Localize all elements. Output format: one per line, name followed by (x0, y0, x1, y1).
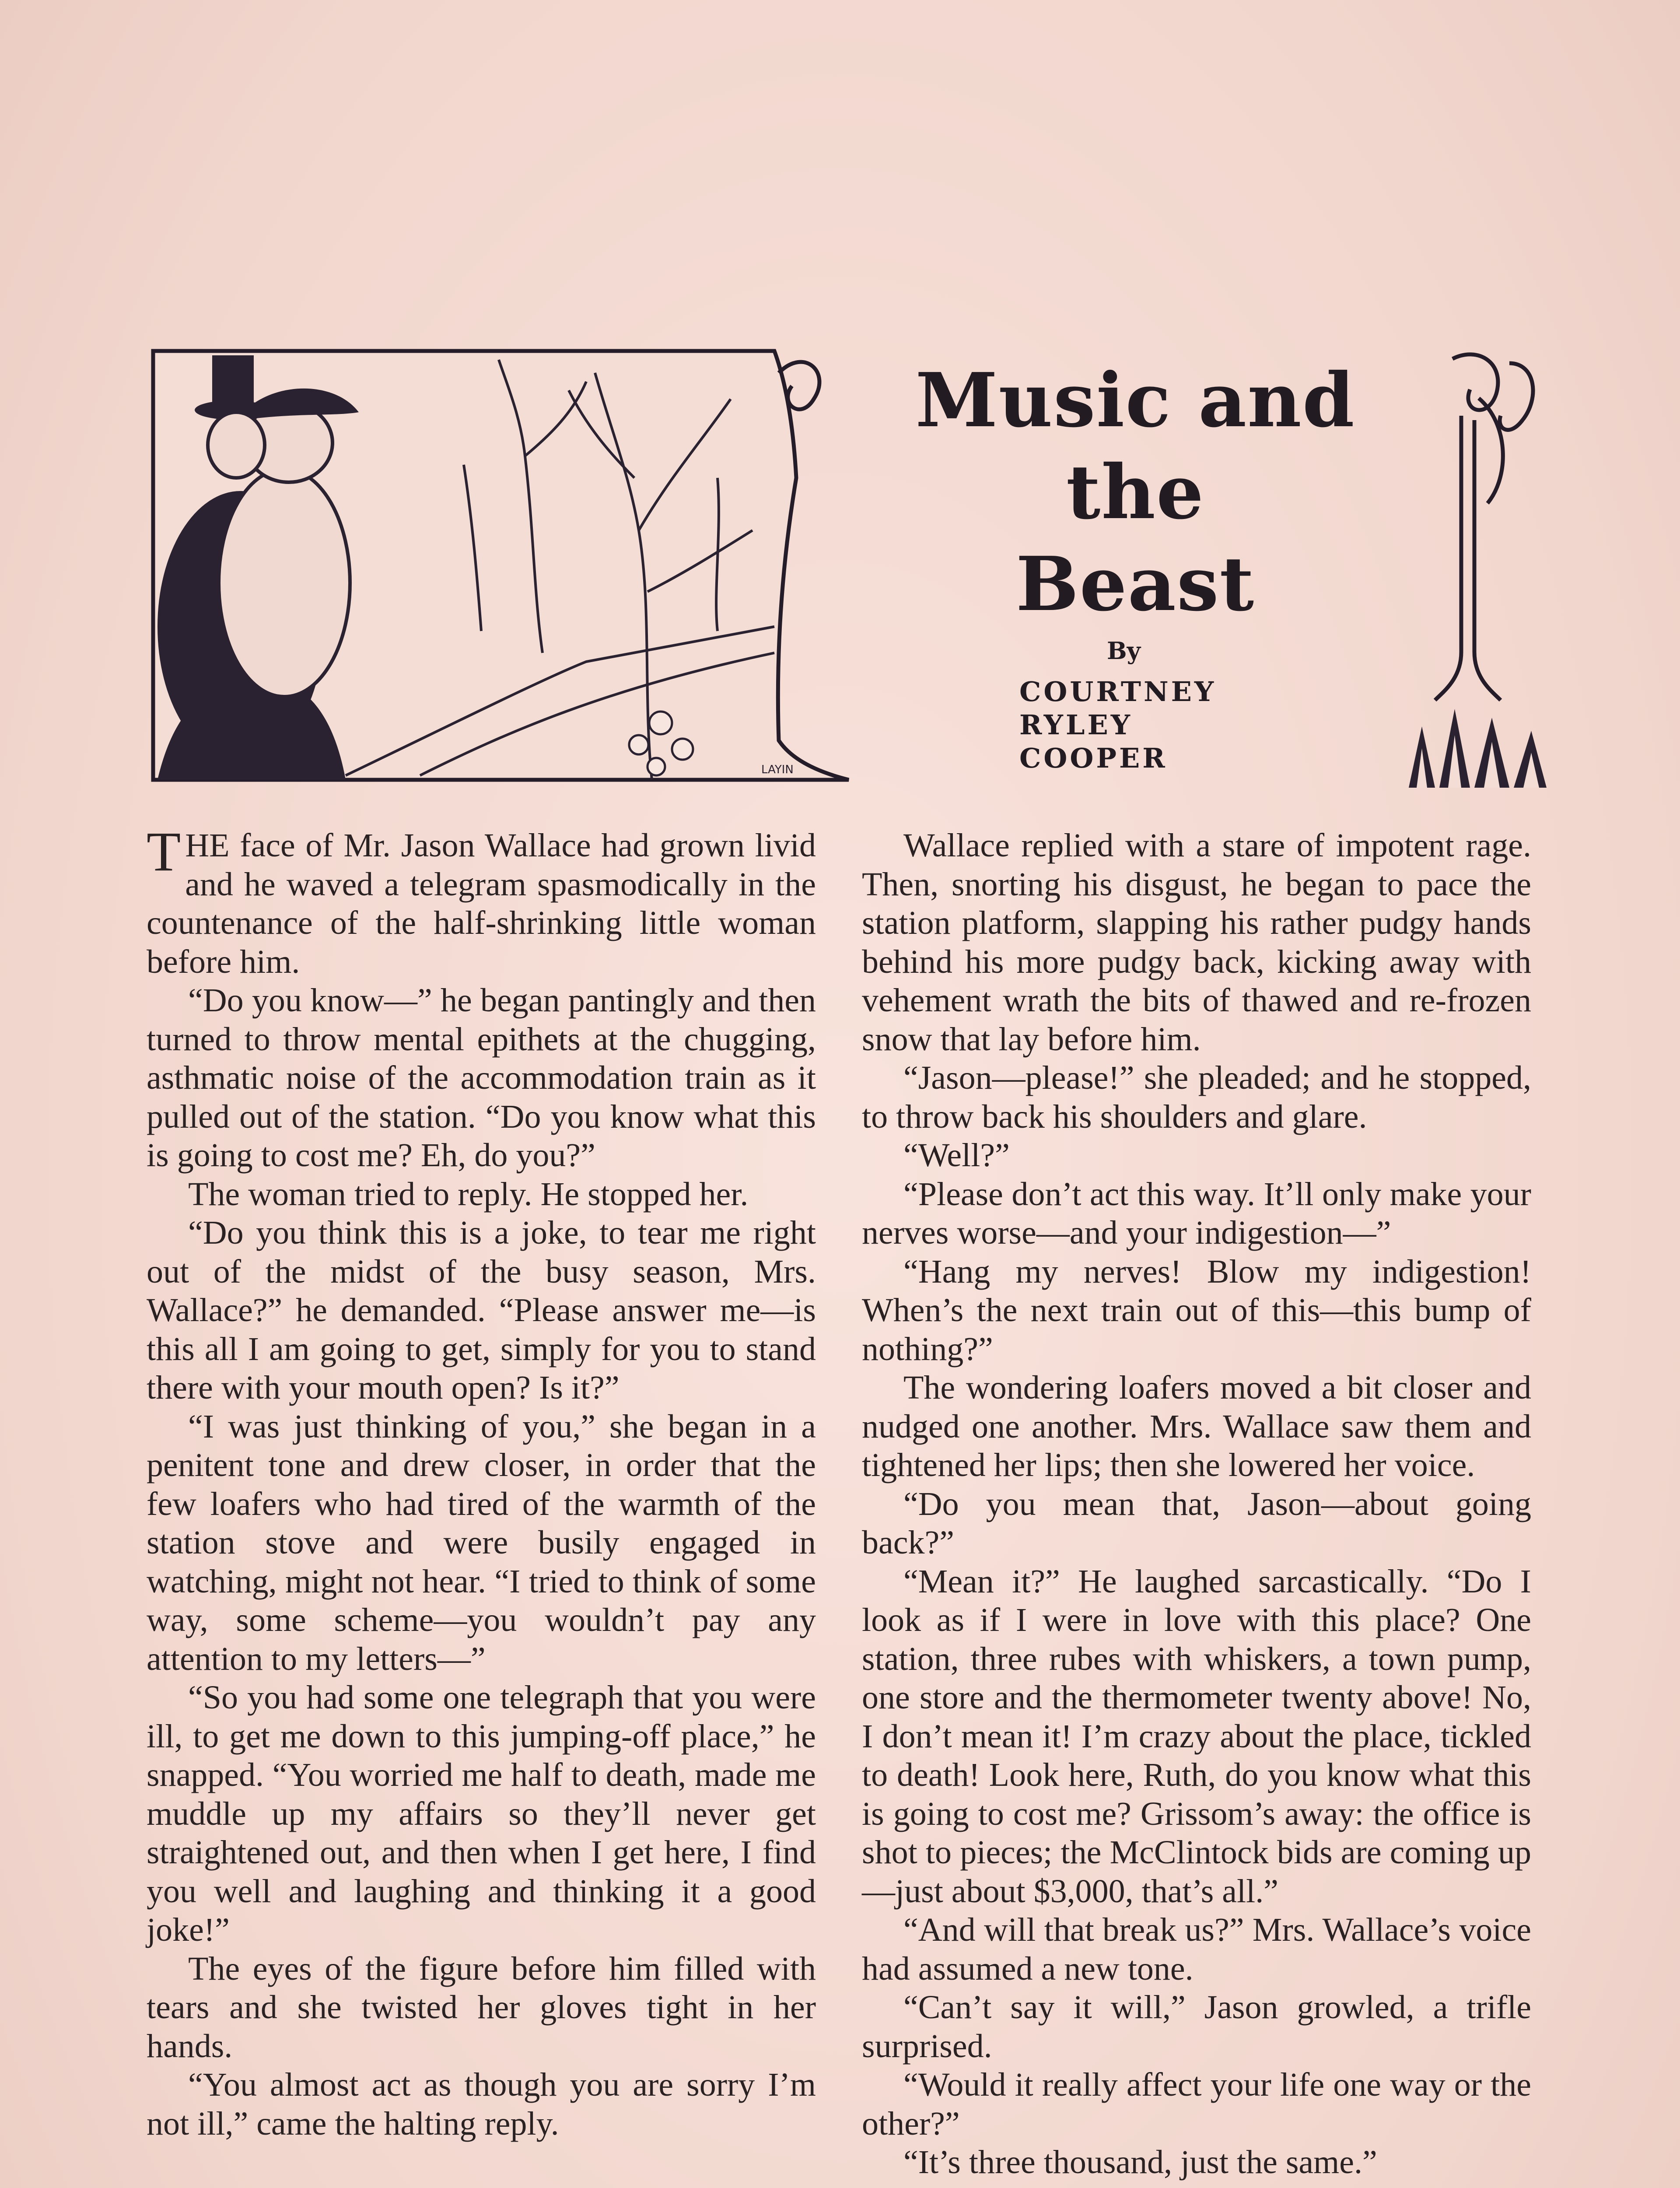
paragraph: “It’s three thousand, just the same.” (903, 2144, 1377, 2181)
byline-by: By (1107, 637, 1141, 665)
paragraph: “Can’t say it will,” Jason growled, a trifle surprised. (862, 1989, 1531, 2065)
paragraph: Wallace replied with a stare of impotent rage. Then, snorting his disgust, he began to pace the station platform, slapping his rather pudgy hands behind his more pudgy back, kicking away with vehement wrath the bits of thawed and re-frozen snow that lay before him. (862, 827, 1531, 1058)
paragraph: “Well?” (903, 1137, 1010, 1174)
paragraph: “Do you know—” he began pantingly and then turned to throw mental epithets at the chugging, asthmatic noise of the accommodation train as it pulled out of the station. “Do you know what this is going to cost me? Eh, do you?” (147, 982, 816, 1174)
paragraph: “Hang my nerves! Blow my indigestion! When’s the next train out of this—this bump of nothing?” (862, 1253, 1531, 1368)
drop-cap: T (147, 820, 181, 883)
author-line-3: COOPER (1019, 742, 1168, 774)
paragraph: The wondering loafers moved a bit closer and nudged one another. Mrs. Wallace saw them and tightened her lips; then she lowered her voice. (862, 1369, 1531, 1483)
paragraph: “Would it really affect your life one way or the other?” (862, 2066, 1531, 2142)
byline-author (1019, 675, 1216, 775)
text-column-right (862, 826, 1531, 2182)
header-illustration (149, 347, 853, 787)
author-line-1: COURTNEY (1019, 676, 1217, 708)
illustration-signature: LAYIN (761, 763, 794, 776)
paragraph: “Do you mean that, Jason—about going back?” (862, 1485, 1531, 1561)
author-line-2: RYLEY (1019, 709, 1133, 741)
paragraph: “And will that break us?” Mrs. Wallace’s voice had assumed a new tone. (862, 1911, 1531, 1987)
paragraph: “Jason—please!” she pleaded; and he stopped, to throw back his shoulders and glare. (862, 1059, 1531, 1135)
paragraph: THE face of Mr. Jason Wallace had grown livid and he waved a telegram spasmodically in the countenance of the half-shrinking little woman before him. (147, 820, 816, 980)
paragraph: “Mean it?” He laughed sarcastically. “Do I look as if I were in love with this place? One station, three rubes with whiskers, a town pump, one store and the thermometer twenty above! No, I don’t mean it! I’m crazy about the place, tickled to death! Look here, Ruth, do you know what this is going to cost me? Grissom’s away: the office is shot to pieces; the McClintock bids are coming up—just about $3,000, that’s all.” (862, 1563, 1531, 1910)
title-line-2: Beast (1015, 540, 1255, 628)
article-title (844, 354, 1426, 630)
title-line-1: Music and the (915, 357, 1355, 536)
paragraph: “So you had some one telegraph that you were ill, to get me down to this jumping-off place,” he snapped. “You worried me half to death, made me muddle up my affairs so they’ll never get straightened out, and then when I get here, I find you well and laughing and thinking it a good joke!” (147, 1679, 816, 1948)
paragraph: “You almost act as though you are sorry I’m not ill,” came the halting reply. (147, 2066, 816, 2142)
paragraph: “Please don’t act this way. It’ll only make your nerves worse—and your indigestion—” (862, 1175, 1531, 1251)
text-column-left (147, 820, 816, 2143)
paragraph: The eyes of the figure before him filled with tears and she twisted her gloves tight in her hands. (147, 1950, 816, 2065)
paragraph: “Do you think this is a joke, to tear me right out of the midst of the busy season, Mrs. Wallace?” he demanded. “Please answer me—is this all I am going to get, simply for you to stand there with your mouth open? Is it?” (147, 1214, 816, 1406)
paragraph: “I was just thinking of you,” she began in a penitent tone and drew closer, in order that the few loafers who had tired of the warmth of the station stove and were busily engaged in watching, might not hear. “I tried to think of some way, some scheme—you wouldn’t pay any attention to my letters—” (147, 1408, 816, 1677)
paragraph: The woman tried to reply. He stopped her. (188, 1175, 749, 1213)
decorative-ornament (1409, 346, 1549, 792)
